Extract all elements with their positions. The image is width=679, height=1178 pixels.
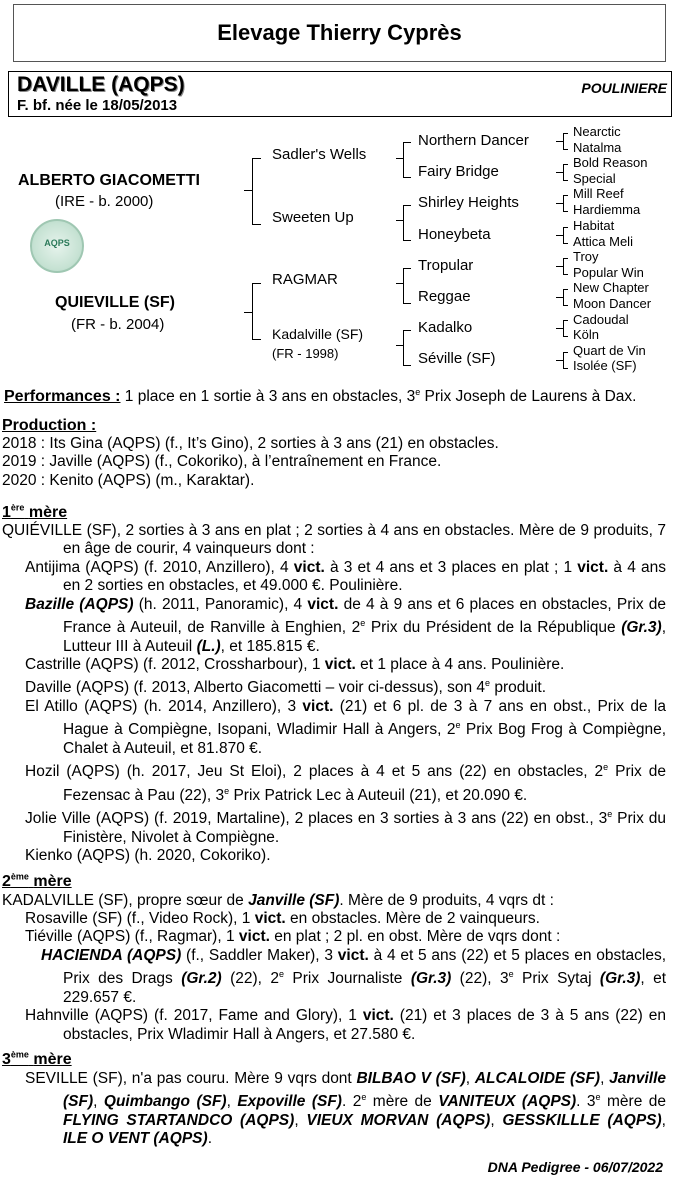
production-line: 2019 : Javille (AQPS) (f., Cokoriko), à l’entraînement en France. (2, 453, 442, 471)
mere1-dam: QUIÉVILLE (SF), 2 sorties à 3 ans en plat ; 2 sorties à 4 ans en obstacles. Mère de 9 produits, 7 en âge de courir, 4 vainqueurs dont : (2, 521, 666, 558)
gen4-2: Natalma (573, 140, 622, 155)
gen3-3: Shirley Heights (418, 194, 519, 211)
mere2-dam: KADALVILLE (SF), propre sœur de Janville (SF). Mère de 9 produits, 4 vqrs dt : (2, 891, 554, 909)
gen4-5: Mill Reef (573, 186, 624, 201)
gen4-16: Isolée (SF) (573, 358, 637, 373)
horse-type: POULINIERE (581, 80, 667, 96)
pedigree-text (2, 383, 666, 1148)
dam-detail: (FR - b. 2004) (71, 316, 165, 333)
gen3-7: Kadalko (418, 319, 473, 336)
gen3-1: Northern Dancer (418, 132, 529, 149)
gen4-3: Bold Reason (573, 155, 648, 170)
gen2-2: Sweeten Up (272, 209, 354, 226)
produce-line: Antijima (AQPS) (f. 2010, Anzillero), 4 vict. à 3 et 4 ans et 3 places en plat ; 1 vict. à 4 ans en 2 sorties en obstacles, et 49.000 €. Poulinière. (25, 558, 666, 595)
gen2-1: Sadler's Wells (272, 146, 367, 163)
produce-line: Jolie Ville (AQPS) (f. 2019, Martaline), 2 places en 3 sorties à 3 ans (22) en obst., 3e Prix du Finistère, Nivolet à Compiègne. (25, 809, 666, 846)
mere3-heading: 3ème mère (2, 1049, 72, 1069)
produce-line: Castrille (AQPS) (f. 2012, Crossharbour), 1 vict. et 1 place à 4 ans. Poulinière. (25, 655, 565, 673)
produce-line: Tiéville (AQPS) (f., Ragmar), 1 vict. en plat ; 2 pl. en obst. Mère de vqrs dont : (25, 928, 561, 946)
gen4-14: Köln (573, 327, 600, 342)
gen3-2: Fairy Bridge (418, 163, 499, 180)
horse-name: DAVILLE (AQPS) (17, 73, 185, 96)
gen2-3: RAGMAR (272, 271, 338, 288)
production-line: 2020 : Kenito (AQPS) (m., Karaktar). (2, 471, 255, 489)
gen4-4: Special (573, 171, 616, 186)
production-line: 2018 : Its Gina (AQPS) (f., It’s Gino), 2 sorties à 3 ans (21) en obstacles. (2, 434, 499, 452)
horse-birth-info: F. bf. née le 18/05/2013 (17, 97, 178, 114)
gen3-8: Séville (SF) (418, 350, 496, 367)
gen4-7: Habitat (573, 218, 615, 233)
produce-line: Bazille (AQPS) (h. 2011, Panoramic), 4 vict. de 4 à 9 ans et 6 places en obstacles, Prix de France à Auteuil, de Ranville à Enghien, 2e Prix du Président de la République (Gr.3), Lutteur III à Auteuil (L.), et 185.815 €. (25, 595, 666, 655)
page-title: Elevage Thierry Cyprès (217, 20, 462, 45)
mere1-heading: 1ère mère (2, 502, 68, 521)
sire-name: ALBERTO GIACOMETTI (18, 172, 200, 189)
produce-line: Kienko (AQPS) (h. 2020, Cokoriko). (25, 847, 271, 865)
gen4-12: Moon Dancer (573, 296, 652, 311)
gen4-6: Hardiemma (573, 202, 641, 217)
gen4-15: Quart de Vin (573, 343, 646, 358)
produce-line: Rosaville (SF) (f., Video Rock), 1 vict. en obstacles. Mère de 2 vainqueurs. (25, 909, 540, 927)
footer: DNA Pedigree - 06/07/2022 (487, 1159, 663, 1175)
performances-heading: Performances : (4, 388, 121, 406)
gen4-9: Troy (573, 249, 599, 264)
mere3-dam: SEVILLE (SF), n'a pas couru. Mère 9 vqrs dont BILBAO V (SF), ALCALOIDE (SF), Janville (SF), Quimbango (SF), Expoville (SF). 2e mère de VANITEUX (AQPS). 3e mère de FLYING STARTANDCO (AQPS), VIEUX MORVAN (AQPS), GESSKILLLE (AQPS), ILE O VENT (AQPS). (25, 1069, 667, 1148)
horse-name-box (8, 71, 672, 117)
dam-name: QUIEVILLE (SF) (55, 294, 175, 311)
produce-line: Hozil (AQPS) (h. 2017, Jeu St Eloi), 2 places à 4 et 5 ans (22) en obstacles, 2e Prix de Fezensac à Pau (22), 3e Prix Patrick Lec à Auteuil (21), et 20.090 €. (25, 762, 666, 804)
performances (2, 383, 666, 407)
produce-line: Daville (AQPS) (f. 2013, Alberto Giacometti – voir ci-dessus), son 4e produit. (25, 678, 547, 697)
produce-line: Hahnville (AQPS) (f. 2017, Fame and Glory), 1 vict. (21) et 3 places de 3 à 5 ans (22) en obstacles, Prix Wladimir Hall à Angers, et 27.580 €. (25, 1007, 666, 1043)
gen4-8: Attica Meli (573, 234, 633, 249)
gen4-10: Popular Win (573, 265, 644, 280)
gen4-13: Cadoudal (573, 312, 629, 327)
production-heading-line (2, 417, 666, 435)
sire-detail: (IRE - b. 2000) (55, 193, 154, 210)
mere2-heading: 2ème mère (2, 871, 72, 891)
gen2-4: Kadalville (SF) (272, 326, 364, 342)
aqps-logo: AQPS (30, 219, 84, 273)
gen2-4-detail: (FR - 1998) (272, 346, 339, 361)
performances-text: 1 place en 1 sortie à 3 ans en obstacles, 3e Prix Joseph de Laurens à Dax. (120, 387, 637, 406)
production-heading: Production : (2, 416, 97, 434)
gen3-6: Reggae (418, 288, 471, 305)
header-box (13, 4, 666, 62)
gen4-11: New Chapter (573, 280, 649, 295)
gen3-5: Tropular (418, 257, 474, 274)
produce-line: HACIENDA (AQPS) (f., Saddler Maker), 3 vict. à 4 et 5 ans (22) et 5 places en obstacles, Prix des Drags (Gr.2) (22), 2e Prix Journaliste (Gr.3) (22), 3e Prix Sytaj (Gr.3), et 229.657 €. (41, 946, 667, 1006)
gen3-4: Honeybeta (418, 226, 491, 243)
gen4-1: Nearctic (573, 124, 621, 139)
produce-line: El Atillo (AQPS) (h. 2014, Anzillero), 3 vict. (21) et 6 pl. de 3 à 7 ans en obst., Prix de la Hague à Compiègne, Isopani, Wladimir Hall à Angers, 2e Prix Bog Frog à Compiègne, Chalet à Auteuil, et 81.870 €. (25, 697, 667, 757)
